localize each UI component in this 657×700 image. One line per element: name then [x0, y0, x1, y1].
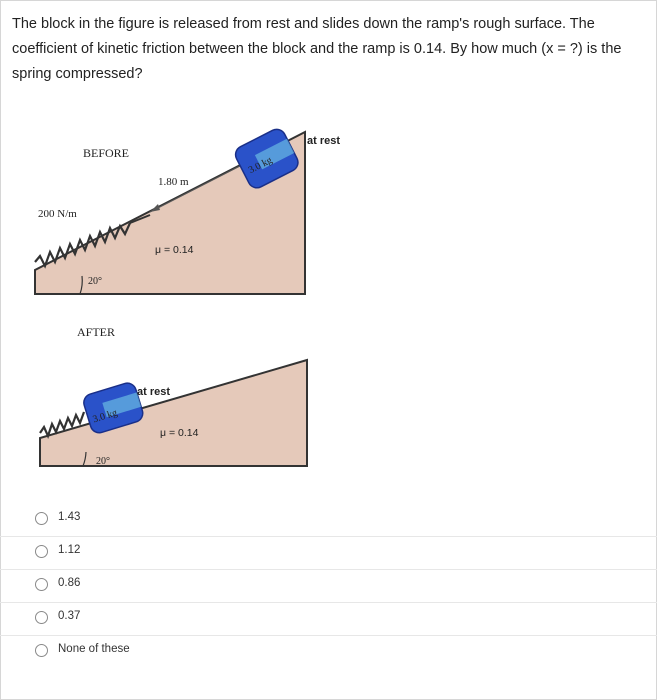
option-row[interactable] [0, 603, 657, 636]
friction-label-after: μ = 0.14 [160, 427, 199, 439]
option-row[interactable] [0, 537, 657, 570]
question-text: The block in the figure is released from rest and slides down the ramp's rough surface. The coefficient of kinetic friction between the block and the ramp is 0.14. By how much (x = ?) is the spring compressed? [12, 16, 622, 82]
option-row[interactable] [0, 636, 657, 668]
radio-option-4[interactable] [35, 611, 48, 624]
option-row[interactable] [0, 504, 657, 537]
radio-option-5[interactable] [35, 644, 48, 657]
mass-label-after: 3.0 kg [91, 407, 119, 426]
friction-label-before: μ = 0.14 [155, 244, 194, 256]
angle-label-before: 20° [88, 276, 102, 287]
at-rest-label-after: at rest [137, 386, 171, 398]
before-diagram [35, 126, 340, 294]
at-rest-label-before: at rest [307, 135, 341, 147]
distance-label: 1.80 m [158, 176, 189, 188]
angle-label-after: 20° [96, 456, 110, 467]
radio-option-2[interactable] [35, 545, 48, 558]
option-label[interactable]: 1.43 [58, 511, 81, 523]
mass-label-before: 3.0 kg [246, 154, 275, 177]
spring-constant-label: 200 N/m [38, 208, 77, 220]
after-diagram [40, 325, 307, 467]
after-title: AFTER [77, 325, 116, 339]
option-label[interactable]: 1.12 [58, 544, 81, 556]
option-label[interactable]: None of these [58, 643, 130, 655]
radio-option-1[interactable] [35, 512, 48, 525]
option-label[interactable]: 0.37 [58, 610, 81, 622]
before-title: BEFORE [83, 146, 130, 160]
option-label[interactable]: 0.86 [58, 577, 81, 589]
option-row[interactable] [0, 570, 657, 603]
ramp-after [40, 360, 307, 466]
radio-option-3[interactable] [35, 578, 48, 591]
